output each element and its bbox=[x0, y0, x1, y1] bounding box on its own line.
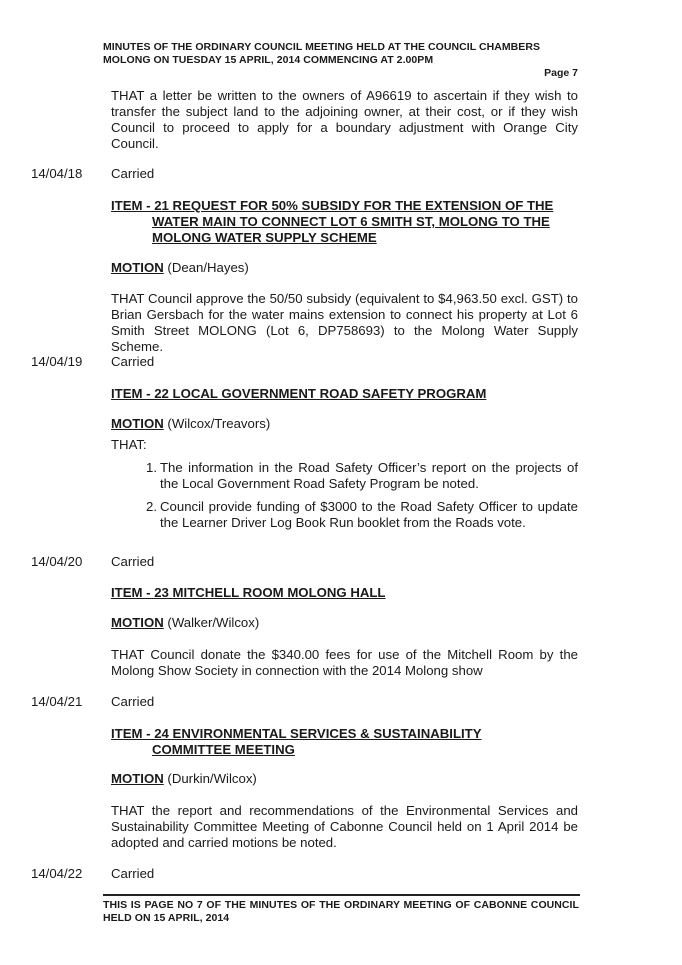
item-21-title-line-1: ITEM - 21 REQUEST FOR 50% SUBSIDY FOR THE EXTENSION OF THE bbox=[111, 198, 554, 213]
resolution-result-5: Carried bbox=[111, 866, 155, 881]
resolution-result-4: Carried bbox=[111, 694, 155, 709]
item-24-motion bbox=[111, 771, 257, 787]
header-line-2: MOLONG ON TUESDAY 15 APRIL, 2014 COMMENCING AT 2.00PM bbox=[103, 53, 434, 66]
item-24-title-line-1: ITEM - 24 ENVIRONMENTAL SERVICES & SUSTAINABILITY bbox=[111, 726, 482, 741]
page-number: Page 7 bbox=[544, 67, 578, 79]
item-24-title-line-2: COMMITTEE MEETING bbox=[152, 742, 295, 757]
intro-resolution-text: THAT a letter be written to the owners of A96619 to ascertain if they wish to transfer the subject land to the adjoining owner, at their cost, or if they wish Council to proceed to apply for a boundary adjustment with Orange City Council. bbox=[111, 88, 578, 151]
motion-label: MOTION bbox=[111, 260, 164, 275]
list-item-text: The information in the Road Safety Officer’s report on the projects of the Local Government Road Safety Program be noted. bbox=[160, 460, 578, 491]
item-23-heading: ITEM - 23 MITCHELL ROOM MOLONG HALL bbox=[111, 585, 386, 600]
item-21-resolution-text: THAT Council approve the 50/50 subsidy (equivalent to $4,963.50 excl. GST) to Brian Gersbach for the water mains extension to connect his property at Lot 6 Smith Street MOLONG (Lot 6, DP758693) to the Molong Water Supply Scheme. bbox=[111, 291, 578, 354]
footer-divider bbox=[103, 894, 580, 896]
resolution-result-3: Carried bbox=[111, 554, 155, 569]
item-22-heading: ITEM - 22 LOCAL GOVERNMENT ROAD SAFETY PROGRAM bbox=[111, 386, 487, 401]
item-21-title-line-2: WATER MAIN TO CONNECT LOT 6 SMITH ST, MOLONG TO THE bbox=[152, 214, 550, 229]
item-24-resolution-text: THAT the report and recommendations of the Environmental Services and Sustainability Committee Meeting of Cabonne Council held on 1 April 2014 be adopted and carried motions be noted. bbox=[111, 803, 578, 850]
list-item-number: 1. bbox=[146, 460, 157, 475]
list-item-text: Council provide funding of $3000 to the Road Safety Officer to update the Learner Driver Log Book Run booklet from the Roads vote. bbox=[160, 499, 578, 530]
page-header bbox=[103, 41, 579, 66]
item-21-motion bbox=[111, 260, 249, 276]
list-item bbox=[146, 499, 578, 531]
motion-label: MOTION bbox=[111, 615, 164, 630]
page-footer: THIS IS PAGE NO 7 OF THE MINUTES OF THE ORDINARY MEETING OF CABONNE COUNCIL HELD ON 15 APRIL, 2014 bbox=[103, 899, 579, 924]
resolution-result-2: Carried bbox=[111, 354, 155, 369]
resolution-ref-5: 14/04/22 bbox=[31, 866, 83, 881]
resolution-ref-4: 14/04/21 bbox=[31, 694, 83, 709]
item-21-title-line-3: MOLONG WATER SUPPLY SCHEME bbox=[152, 230, 377, 245]
item-22-motion bbox=[111, 416, 270, 432]
resolution-ref-1: 14/04/18 bbox=[31, 166, 83, 181]
item-22-points bbox=[146, 460, 578, 538]
motion-movers: (Durkin/Wilcox) bbox=[167, 771, 257, 786]
resolution-ref-2: 14/04/19 bbox=[31, 354, 83, 369]
item-24-heading bbox=[111, 726, 581, 758]
item-22-that: THAT: bbox=[111, 437, 147, 452]
motion-label: MOTION bbox=[111, 771, 164, 786]
resolution-ref-3: 14/04/20 bbox=[31, 554, 83, 569]
list-item bbox=[146, 460, 578, 492]
resolution-result-1: Carried bbox=[111, 166, 155, 181]
motion-label: MOTION bbox=[111, 416, 164, 431]
header-line-1: MINUTES OF THE ORDINARY COUNCIL MEETING HELD AT THE COUNCIL CHAMBERS bbox=[103, 41, 541, 53]
motion-movers: (Walker/Wilcox) bbox=[167, 615, 260, 630]
motion-movers: (Wilcox/Treavors) bbox=[167, 416, 271, 431]
item-21-heading bbox=[111, 198, 581, 246]
list-item-number: 2. bbox=[146, 499, 157, 514]
item-23-motion bbox=[111, 615, 259, 631]
motion-movers: (Dean/Hayes) bbox=[167, 260, 249, 275]
item-23-resolution-text: THAT Council donate the $340.00 fees for use of the Mitchell Room by the Molong Show Society in connection with the 2014 Molong show bbox=[111, 647, 578, 678]
